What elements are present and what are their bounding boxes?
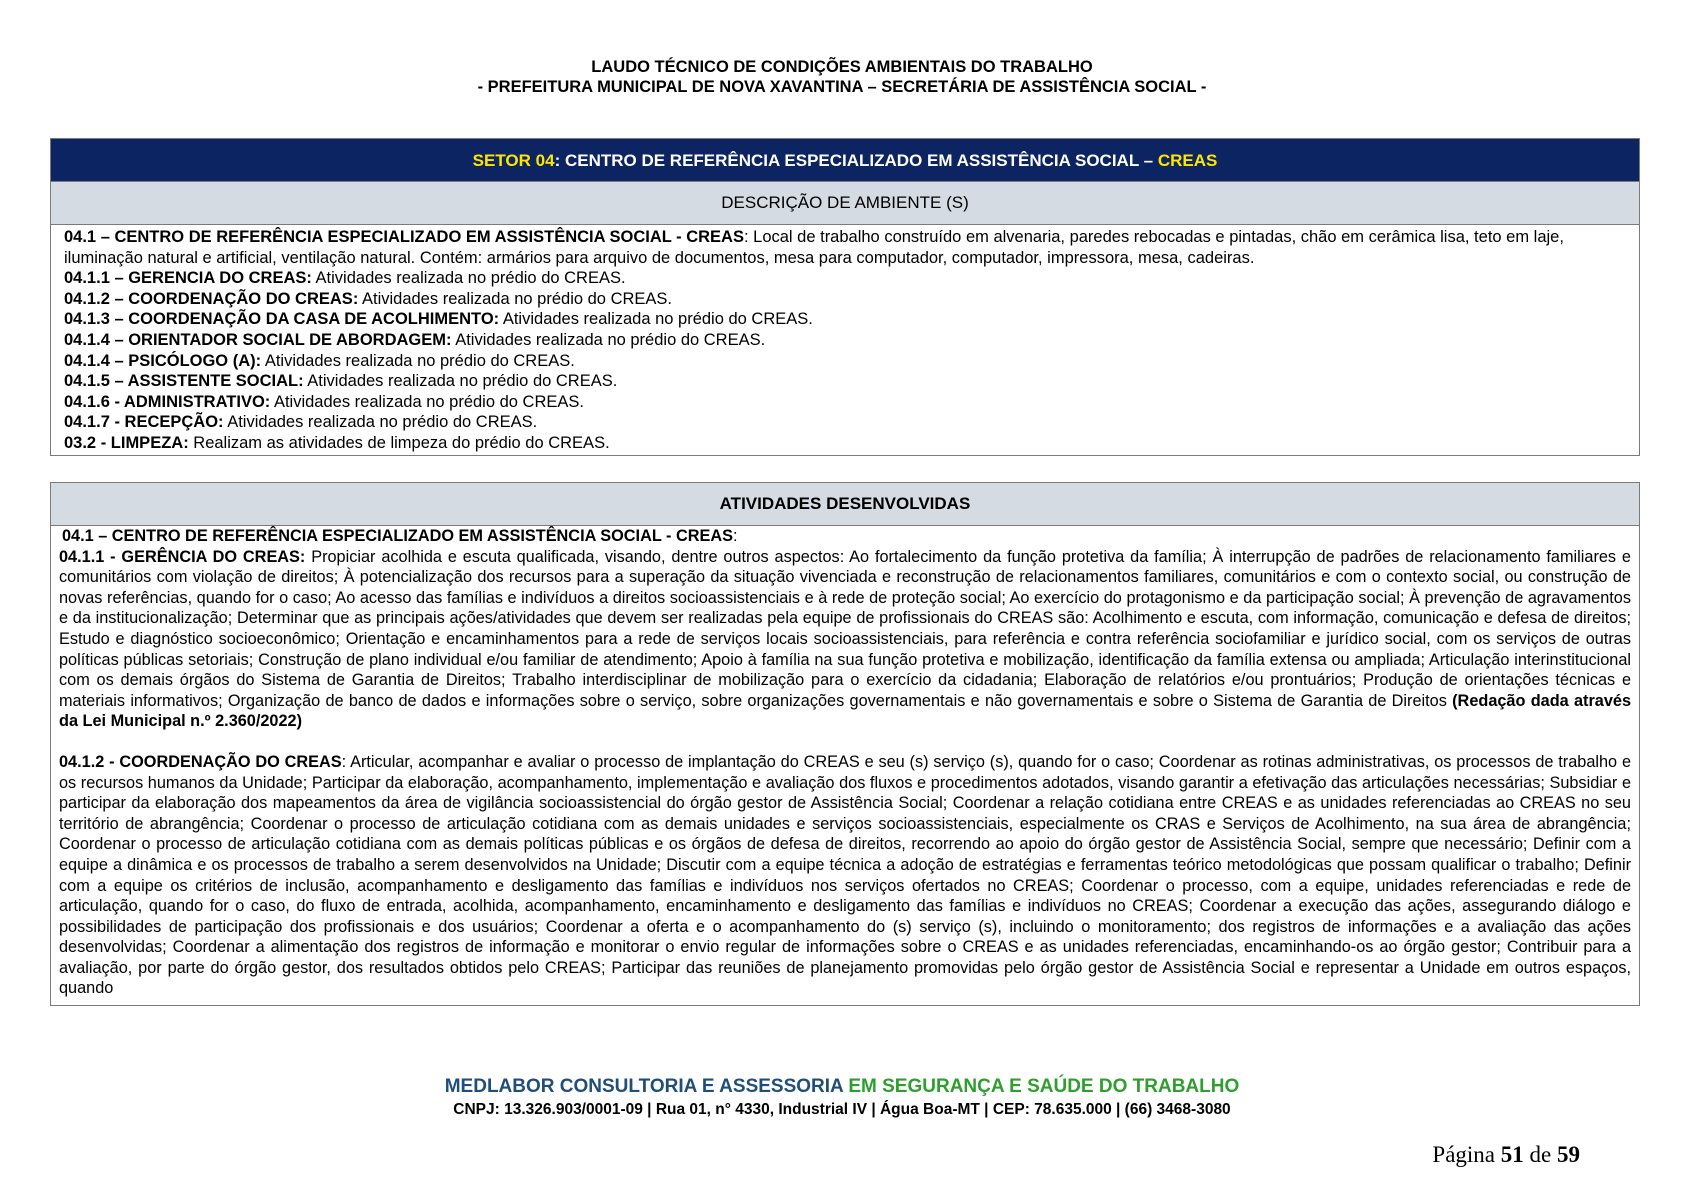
description-item: [64, 289, 1631, 310]
activity-management-label: 04.1.1 - GERÊNCIA DO CREAS:: [59, 547, 306, 566]
activities-intro-label: 04.1 – CENTRO DE REFERÊNCIA ESPECIALIZADO EM ASSISTÊNCIA SOCIAL - CREAS: [62, 527, 733, 545]
description-item-label: 04.1.7 - RECEPÇÃO:: [64, 413, 224, 432]
description-item: [64, 330, 1631, 351]
activities-intro-text: :: [732, 527, 738, 545]
description-item-text: Atividades realizada no prédio do CREAS.: [223, 413, 538, 432]
activity-coordination-label: 04.1.2 - COORDENAÇÃO DO CREAS: [59, 752, 342, 771]
description-item-text: Atividades realizada no prédio do CREAS.: [261, 351, 575, 370]
paragraph-spacer: [59, 732, 1631, 752]
description-item: [64, 392, 1631, 413]
activity-coordination: [59, 752, 1631, 999]
activity-management-text: Propiciar acolhida e escuta qualificada, visando, dentre outros aspectos: Ao fortalecimento da função protetiva da família; À interrupção de padrões de relacionamento familiares e comunitários com violação de direitos; À potencialização dos recursos para a superação da situação vivenciada e reconstrução de relacionamentos familiares, comunitários e com o contexto social, ou construção de novas referências, quando for o caso; Ao acesso das famílias e indivíduos a direitos socioassistenciais e à rede de proteção social; Ao exercício do protagonismo e da participação social; À prevenção de agravamentos e da institucionalização; Determinar que as principais ações/atividades que devem ser realizadas pela equipe de profissionais do CREAS são: Acolhimento e escuta, com informação, comunicação e defesa de direitos; Estudo e diagnóstico socioeconômico; Orientação e encaminhamentos para a rede de serviços locais socioassistenciais, para referência e contra referência sociofamiliar e jurídico social, com os serviços de outras políticas públicas setoriais; Construção de plano individual e/ou familiar de atendimento; Apoio à família na sua função protetiva e mobilização, identificação da família extensa ou ampliada; Articulação interinstitucional com os demais órgãos do Sistema de Garantia de Direitos; Trabalho interdisciplinar de mobilização para o exercício da cidadania; Elaboração de relatórios e/ou prontuários; Produção de orientações técnicas e materiais informativos; Organização de banco de dados e informações sobre o serviço, sobre organizações governamentais e não governamentais e sobre o Sistema de Garantia de Direitos: [59, 547, 1631, 710]
description-item-label: 03.2 - LIMPEZA:: [64, 433, 189, 452]
description-item-label: 04.1.4 – PSICÓLOGO (A):: [64, 351, 262, 370]
description-intro: [64, 227, 1631, 268]
description-item: [64, 371, 1631, 392]
description-item: [64, 412, 1631, 433]
description-item-label: 04.1.3 – COORDENAÇÃO DA CASA DE ACOLHIMENTO:: [64, 310, 500, 329]
sector-acronym: CREAS: [1157, 151, 1218, 170]
activities-intro: [59, 526, 1631, 547]
description-item-text: Atividades realizada no prédio do CREAS.: [270, 392, 584, 411]
page-label: Página: [1432, 1142, 1501, 1167]
page-current: 51: [1500, 1142, 1524, 1167]
description-item-label: 04.1.2 – COORDENAÇÃO DO CREAS:: [64, 289, 359, 308]
description-item-text: Atividades realizada no prédio do CREAS.: [311, 269, 626, 288]
activity-management: [59, 547, 1631, 732]
page-total: 59: [1557, 1142, 1580, 1167]
description-item-text: Atividades realizada no prédio do CREAS.: [451, 330, 766, 349]
description-item: [64, 351, 1631, 372]
activities-body: [51, 526, 1639, 999]
description-item-label: 04.1.1 – GERENCIA DO CREAS:: [64, 269, 312, 288]
activities-box: [50, 482, 1640, 1006]
footer-company-tagline: EM SEGURANÇA E SAÚDE DO TRABALHO: [848, 1076, 1240, 1097]
activity-coordination-text: : Articular, acompanhar e avaliar o processo de implantação do CREAS e seu (s) serviço (s), quando for o caso; Coordenar as rotinas administrativas, os processos de trabalho e os recursos humanos da Unidade; Participar da elaboração, acompanhamento, implementação e avaliação dos fluxos e procedimentos adotados, visando garantir a efetivação das articulações necessárias; Subsidiar e participar da elaboração dos mapeamentos da área de vigilância socioassistencial do órgão gestor de Assistência Social; Coordenar a relação cotidiana entre CREAS e as unidades referenciadas ao CREAS no seu território de abrangência; Coordenar o processo de articulação cotidiana com as demais unidades e serviços socioassistenciais, especialmente os CRAS e Serviços de Acolhimento, na sua área de abrangência; Coordenar o processo de articulação cotidiana com as demais políticas públicas e os órgãos de defesa de direitos, recorrendo ao apoio do órgão gestor de Assistência Social, sempre que necessário; Definir com a equipe a dinâmica e os processos de trabalho a serem desenvolvidos na Unidade; Discutir com a equipe técnica a adoção de estratégias e ferramentas teórico metodológicas que possam qualificar o trabalho; Definir com a equipe os critérios de inclusão, acompanhamento e desligamento das famílias e indivíduos nos serviços ofertados no CREAS; Coordenar o processo, com a equipe, unidades referenciadas e rede de articulação, quando for o caso, do fluxo de entrada, acolhida, acompanhamento, encaminhamento e desligamento das famílias e indivíduos no CREAS; Coordenar a execução das ações, assegurando diálogo e possibilidades de participação dos profissionais e dos usuários; Coordenar a oferta e o acompanhamento do (s) serviço (s), incluindo o monitoramento; dos registros de informações e a avaliação das ações desenvolvidas; Coordenar a alimentação dos registros de informação e monitorar o envio regular de informações sobre o CREAS e as unidades referenciadas, encaminhando-os ao órgão gestor; Contribuir para a avaliação, por parte do órgão gestor, dos resultados obtidos pelo CREAS; Participar das reuniões de planejamento promovidas pelo órgão gestor de Assistência Social e representar a Unidade em outros espaços, quando: [59, 752, 1631, 998]
page-number: [1432, 1142, 1580, 1168]
environment-description-box: [50, 138, 1640, 456]
description-heading: DESCRIÇÃO DE AMBIENTE (S): [51, 181, 1639, 225]
activities-heading: ATIVIDADES DESENVOLVIDAS: [51, 483, 1639, 526]
footer-company-name: MEDLABOR CONSULTORIA E ASSESSORIA: [444, 1076, 849, 1097]
description-item-text: Atividades realizada no prédio do CREAS.: [358, 289, 672, 308]
description-item-text: Atividades realizada no prédio do CREAS.: [499, 310, 813, 329]
header-title: LAUDO TÉCNICO DE CONDIÇÕES AMBIENTAIS DO TRABALHO: [591, 58, 1093, 76]
description-body: [51, 225, 1639, 454]
document-header: [0, 57, 1684, 97]
description-item: [64, 268, 1631, 289]
page-of: de: [1523, 1142, 1557, 1167]
description-item-label: 04.1.5 – ASSISTENTE SOCIAL:: [64, 372, 304, 391]
sector-code: SETOR 04: [472, 151, 555, 170]
description-item-label: 04.1.4 – ORIENTADOR SOCIAL DE ABORDAGEM:: [64, 330, 452, 349]
description-item: [64, 309, 1631, 330]
description-item-label: 04.1.6 - ADMINISTRATIVO:: [64, 392, 271, 411]
sector-title-bar: [51, 139, 1639, 181]
description-intro-text: : Local de trabalho construído em alvenaria, paredes rebocadas e pintadas, chão em cerâmica lisa, teto em laje, iluminação natural e artificial, ventilação natural. Contém: armários para arquivo de documentos, mesa para computador, computador, impressora, mesa, cadeiras.: [64, 228, 1564, 267]
footer-address: CNPJ: 13.326.903/0001-09 | Rua 01, n° 4330, Industrial IV | Água Boa-MT | CEP: 78.635.000 | (66) 3468-3080: [453, 1101, 1231, 1118]
header-subtitle: - PREFEITURA MUNICIPAL DE NOVA XAVANTINA – SECRETÁRIA DE ASSISTÊNCIA SOCIAL -: [477, 78, 1207, 96]
description-intro-label: 04.1 – CENTRO DE REFERÊNCIA ESPECIALIZADO EM ASSISTÊNCIA SOCIAL - CREAS: [64, 228, 744, 246]
footer-company: [0, 1076, 1684, 1098]
description-item-text: Realizam as atividades de limpeza do prédio do CREAS.: [188, 433, 610, 452]
activity-management-law: (Redação dada através da Lei Municipal n.º 2.360/2022): [59, 691, 1631, 731]
description-item: [64, 433, 1631, 454]
sector-title: : CENTRO DE REFERÊNCIA ESPECIALIZADO EM ASSISTÊNCIA SOCIAL –: [554, 151, 1158, 170]
description-item-text: Atividades realizada no prédio do CREAS.: [303, 372, 618, 391]
